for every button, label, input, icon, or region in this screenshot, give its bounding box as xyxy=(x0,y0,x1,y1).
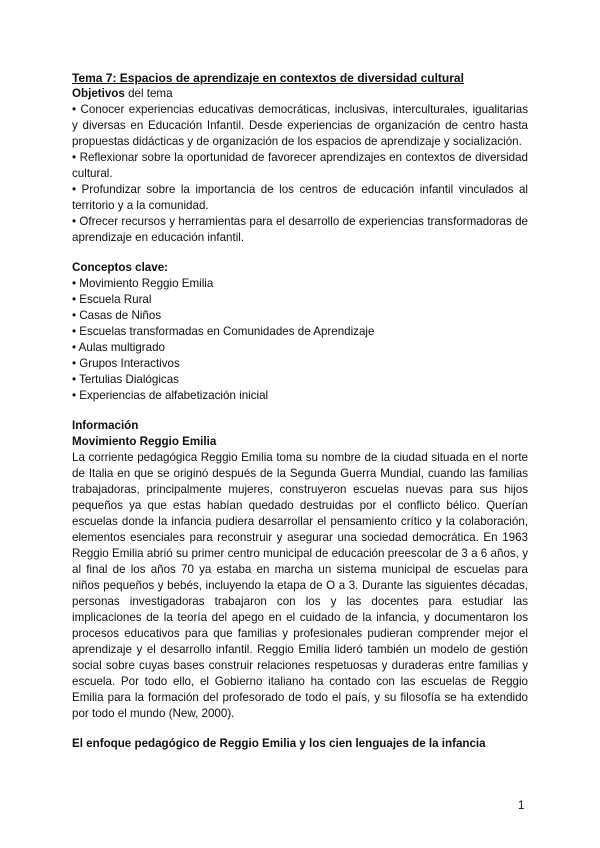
concept-item: • Casas de Niños xyxy=(72,309,162,322)
concept-item: • Experiencias de alfabetización inicial xyxy=(72,389,269,402)
objective-item: • Reflexionar sobre la oportunidad de favorecer aprendizajes en contextos de diversidad cultural. xyxy=(72,151,528,180)
document-title: Tema 7: Espacios de aprendizaje en contextos de diversidad cultural xyxy=(72,71,464,85)
objective-item: • Profundizar sobre la importancia de los centros de educación infantil vinculados al territorio y a la comunidad. xyxy=(72,183,528,212)
reggio-subheading: Movimiento Reggio Emilia xyxy=(72,435,217,448)
spacer xyxy=(72,246,528,260)
information-heading: Información xyxy=(72,419,139,432)
objectives-label-bold: Objetivos xyxy=(72,87,125,100)
concept-item: • Aulas multigrado xyxy=(72,341,165,354)
page-number: 1 xyxy=(518,800,525,812)
key-concepts-heading: Conceptos clave: xyxy=(72,261,168,274)
objective-item: • Ofrecer recursos y herramientas para el desarrollo de experiencias transformadoras de aprendizaje en educación infantil. xyxy=(72,215,528,244)
objectives-list xyxy=(72,102,528,246)
objectives-label-rest: del tema xyxy=(124,87,173,100)
key-concepts-list xyxy=(72,276,528,404)
objective-item: • Conocer experiencias educativas democráticas, inclusivas, interculturales, igualitarias y diversas en Educación Infantil. Desde experiencias de organización de centro hasta propuestas didácticas y de organización de los espacios de aprendizaje y socialización. xyxy=(72,103,528,148)
concept-item: • Grupos Interactivos xyxy=(72,357,180,370)
concept-item: • Tertulias Dialógicas xyxy=(72,373,179,386)
concept-item: • Escuela Rural xyxy=(72,293,152,306)
objectives-label xyxy=(72,86,528,102)
next-section-heading: El enfoque pedagógico de Reggio Emilia y los cien lenguajes de la infancia xyxy=(72,737,486,750)
reggio-paragraph: La corriente pedagógica Reggio Emilia toma su nombre de la ciudad situada en el norte de Italia en que se originó después de la Segunda Guerra Mundial, cuando las familias trabajadoras, principalmente mujeres, construyeron escuelas nuevas para sus hijos pequeños ya que estas habían quedado destruidas por el conflicto bélico. Querían escuelas donde la infancia pudiera desarrollar el pensamiento crítico y la colaboración, elementos esenciales para reconstruir y asegurar una sociedad democrática. En 1963 Reggio Emilia abrió su primer centro municipal de educación preescolar de 3 a 6 años, y al final de los años 70 ya estaba en marcha un sistema municipal de escuelas para niños pequeños y bebés, incluyendo la etapa de O a 3. Durante las siguientes décadas, personas investigadoras trabajaron con los y las docentes para estudiar las implicaciones de la teoría del apego en el cuidado de la infancia, y documentaron los procesos educativos para que familias y profesionales pudieran comprender mejor el aprendizaje y el desarrollo infantil. Reggio Emilia lideró también un modelo de gestión social sobre cuyas bases construir relaciones respetuosas y duraderas entre familias y escuela. Por todo ello, el Gobierno italiano ha contado con las escuelas de Reggio Emilia para la formación del profesorado de todo el país, y su filosofía se ha extendido por todo el mundo (New, 2000). xyxy=(72,451,528,720)
spacer xyxy=(72,404,528,418)
concept-item: • Escuelas transformadas en Comunidades de Aprendizaje xyxy=(72,325,375,338)
spacer xyxy=(72,722,528,736)
text-column xyxy=(72,70,528,752)
concept-item: • Movimiento Reggio Emilia xyxy=(72,277,214,290)
